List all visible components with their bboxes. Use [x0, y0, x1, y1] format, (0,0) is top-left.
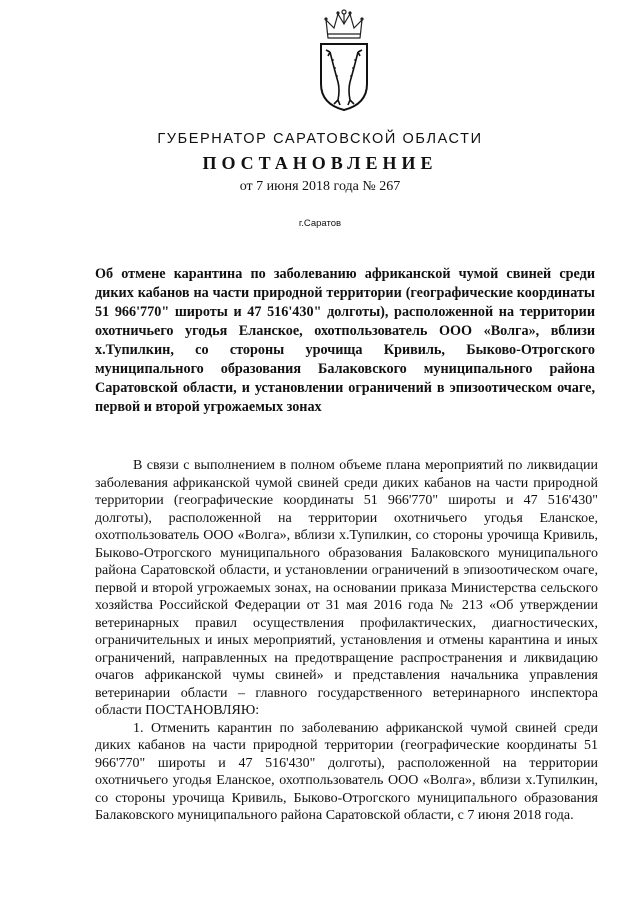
document-date-number: от 7 июня 2018 года № 267: [239, 179, 401, 194]
document-title: Об отмене карантина по заболеванию африканской чумой свиней среди диких кабанов на части природной территории (географические координаты 51 966'770" широты и 47 516'430" долготы), расположенной на территории охотничьего угодья Еланское, охотпользователь ООО «Волга», вблизи х.Тупилкин, со стороны урочища Кривиль, Быково-Отрогского муниципального образования Балаковского муниципального района Саратовской области, и установлении ограничений в эпизоотическом очаге, первой и второй угрожаемых зонах: [95, 266, 595, 415]
document-city: г.Саратов: [298, 218, 342, 229]
document-body: [95, 457, 598, 825]
item-1-paragraph: 1. Отменить карантин по заболеванию африканской чумой свиней среди диких кабанов на части природной территории (географические координаты 51 966'770" широты и 47 516'430" долготы), расположенной на территории охотничьего угодья Еланское, охотпользователь ООО «Волга», вблизи х.Тупилкин, со стороны урочища Кривиль, Быково-Отрогского муниципального образования Балаковского муниципального района Саратовской области, с 7 июня 2018 года.: [95, 720, 598, 823]
preamble-paragraph: В связи с выполнением в полном объеме плана мероприятий по ликвидации заболевания африканской чумой свиней среди диких кабанов на части природной территории (географические координаты 51 966'770" широты и 47 516'430" долготы), расположенной на территории охотничьего угодья Еланское, охотпользователь ООО «Волга», вблизи х.Тупилкин, со стороны урочища Кривиль, Быково-Отрогского муниципального образования Балаковского муниципального района Саратовской области, и установлении ограничений в эпизоотическом очаге, первой и второй угрожаемых зонах, на основании приказа Министерства сельского хозяйства Российской Федерации от 31 мая 2016 года № 213 «Об утверждении ветеринарных правил осуществления профилактических, диагностических, ограничительных и иных мероприятий, установления и отмены карантина и иных ограничений, направленных на предотвращение распространения и ликвидацию очагов африканской чумы свиней» и представления начальника управления ветеринарии области – главного государственного ветеринарного инспектора области ПОСТАНОВЛЯЮ:: [95, 458, 598, 718]
saratov-coat-of-arms-icon: [316, 8, 372, 112]
document-type: ПОСТАНОВЛЕНИЕ: [202, 153, 438, 173]
issuing-authority: ГУБЕРНАТОР САРАТОВСКОЙ ОБЛАСТИ: [157, 131, 483, 147]
